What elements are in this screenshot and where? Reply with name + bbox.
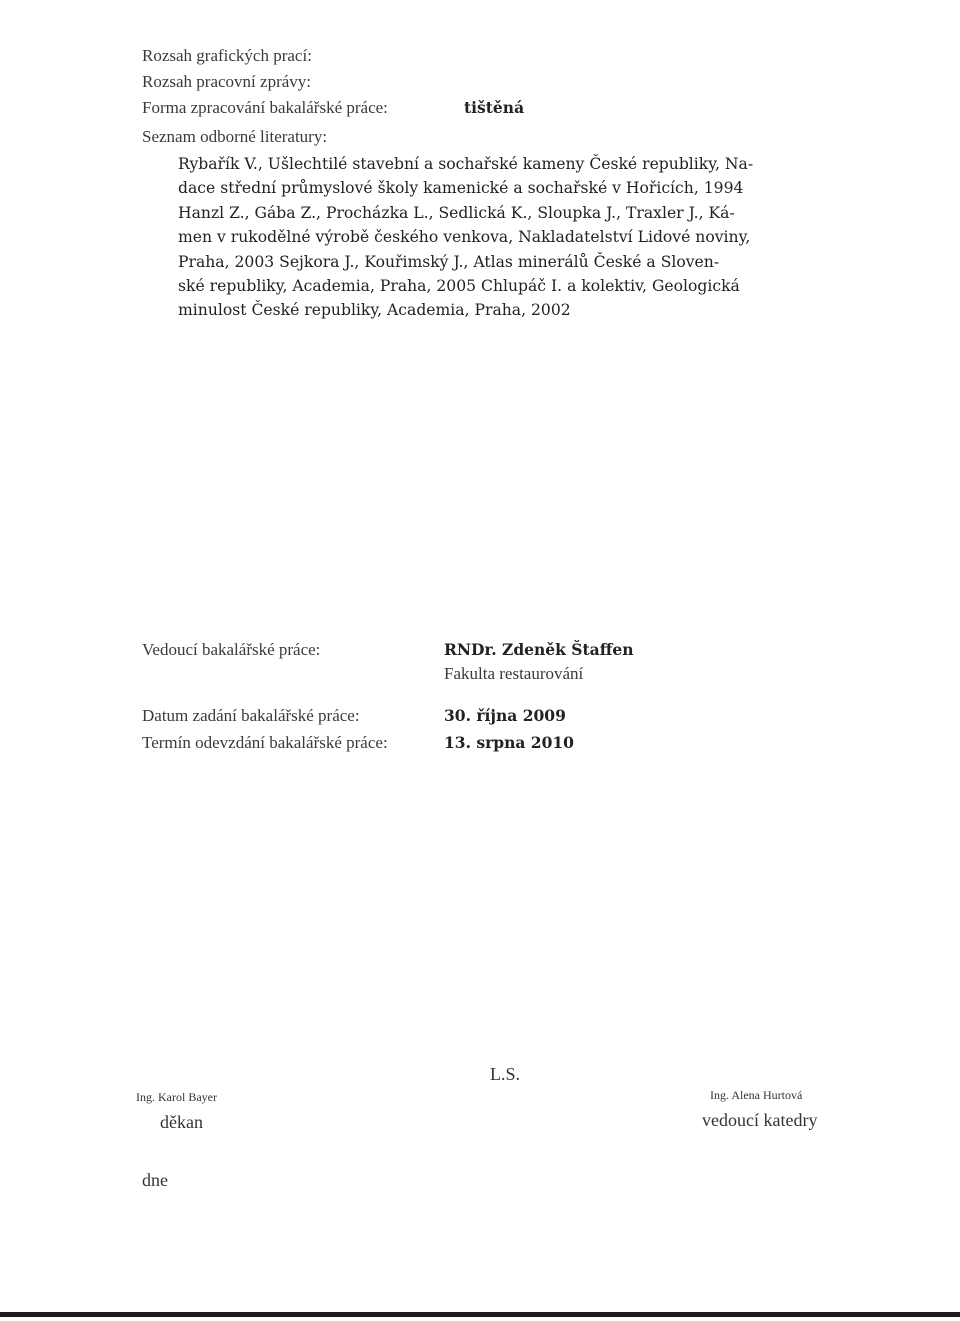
supervisor-name: RNDr. Zdeněk Štaffen	[444, 640, 634, 659]
reference-line: Hanzl Z., Gába Z., Procházka L., Sedlická K., Sloupka J., Traxler J., Ká-	[178, 203, 735, 222]
reference-line: minulost České republiky, Academia, Praha, 2002	[178, 301, 571, 320]
graphic-scope-label: Rozsah grafických prací:	[142, 46, 312, 65]
seal-ls: L.S.	[490, 1064, 521, 1084]
literature-label: Seznam odborné literatury:	[142, 127, 328, 146]
dean-name: Ing. Karol Bayer	[136, 1090, 217, 1104]
reference-line: men v rukodělné výrobě českého venkova, Nakladatelství Lidové noviny,	[178, 228, 751, 247]
date-label: dne	[142, 1170, 168, 1190]
head-name: Ing. Alena Hurtová	[710, 1088, 803, 1102]
reference-list	[178, 152, 858, 323]
reference-line: ské republiky, Academia, Praha, 2005 Chlupáč I. a kolektiv, Geologická	[178, 277, 740, 296]
deadline-value: 13. srpna 2010	[444, 733, 574, 752]
dean-title: děkan	[160, 1112, 203, 1132]
reference-line: Rybařík V., Ušlechtilé stavební a sochařské kameny České republiky, Na-	[178, 155, 754, 173]
page-bottom-edge	[0, 1312, 960, 1317]
form-value: tištěná	[464, 98, 525, 117]
deadline-label: Termín odevzdání bakalářské práce:	[142, 733, 388, 752]
assigned-date-value: 30. října 2009	[444, 706, 566, 725]
assigned-date-label: Datum zadání bakalářské práce:	[142, 706, 360, 725]
supervisor-faculty: Fakulta restaurování	[444, 664, 584, 683]
reference-line: dace střední průmyslové školy kamenické a sochařské v Hořicích, 1994	[178, 179, 744, 198]
head-title: vedoucí katedry	[702, 1110, 818, 1130]
reference-line: Praha, 2003 Sejkora J., Kouřimský J., Atlas minerálů České a Sloven-	[178, 252, 720, 271]
form-label: Forma zpracování bakalářské práce:	[142, 98, 388, 117]
report-scope-label: Rozsah pracovní zprávy:	[142, 72, 311, 91]
supervisor-label: Vedoucí bakalářské práce:	[142, 640, 321, 659]
